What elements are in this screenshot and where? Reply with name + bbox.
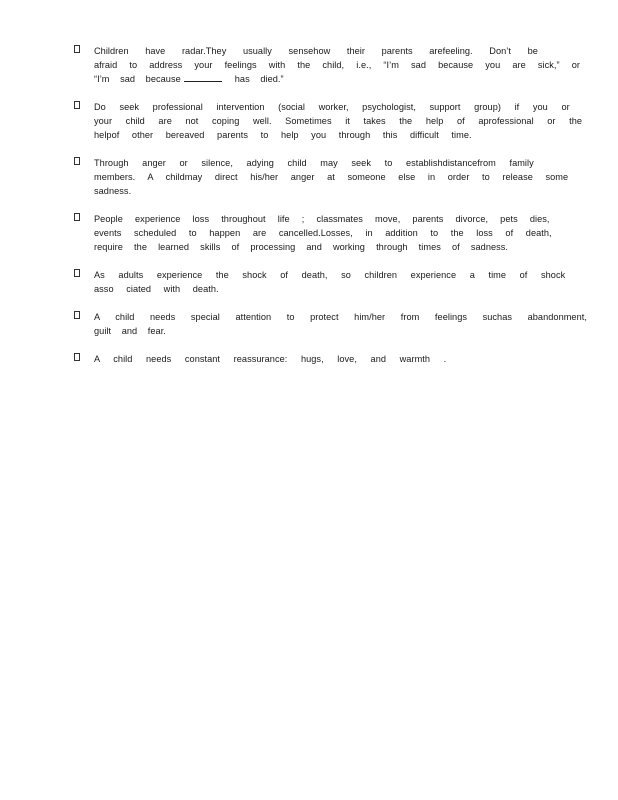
list-item	[74, 156, 569, 198]
text-line	[94, 72, 564, 86]
text-fragment: has died.”	[234, 74, 284, 84]
text-line: Through anger or silence, adying child may seek to establishdistancefrom family	[94, 158, 534, 168]
bullet-box-icon	[74, 101, 80, 109]
text-line: afraid to address your feelings with the child, i.e., “I’m sad because you are sick,” or	[94, 60, 580, 70]
fill-in-blank	[184, 72, 222, 82]
text-line: Children have radar.They usually sensehow their parents arefeeling. Don’t be	[94, 46, 538, 56]
list-item	[74, 310, 587, 338]
text-fragment: “I’m sad because	[94, 74, 181, 84]
text-line: sadness.	[94, 186, 132, 196]
bullet-list	[74, 44, 587, 380]
list-item	[74, 44, 580, 86]
list-item	[74, 268, 564, 296]
bullet-box-icon	[74, 45, 80, 53]
text-line: guilt and fear.	[94, 326, 166, 336]
bullet-box-icon	[74, 269, 80, 277]
bullet-box-icon	[74, 213, 80, 221]
text-line: A child needs constant reassurance: hugs, love, and warmth .	[94, 354, 447, 364]
text-line: helpof other bereaved parents to help you through this difficult time.	[94, 130, 472, 140]
text-line: events scheduled to happen are cancelled.Losses, in addition to the loss of death,	[94, 228, 552, 238]
bullet-box-icon	[74, 157, 80, 165]
text-line: People experience loss throughout life ; classmates move, parents divorce, pets dies,	[94, 214, 550, 224]
text-line: As adults experience the shock of death, so children experience a time of shock	[94, 270, 566, 280]
bullet-box-icon	[74, 311, 80, 319]
text-line: asso ciated with death.	[94, 284, 219, 294]
list-item	[74, 352, 564, 366]
text-line: members. A childmay direct his/her anger at someone else in order to release some	[94, 172, 569, 182]
list-item	[74, 100, 583, 142]
text-line: A child needs special attention to protect him/her from feelings suchas abandonment,	[94, 312, 587, 322]
text-line: require the learned skills of processing and working through times of sadness.	[94, 242, 509, 252]
text-line: Do seek professional intervention (social worker, psychologist, support group) if you or	[94, 102, 570, 112]
text-line: your child are not coping well. Sometimes it takes the help of aprofessional or the	[94, 116, 583, 126]
bullet-box-icon	[74, 353, 80, 361]
list-item	[74, 212, 564, 254]
